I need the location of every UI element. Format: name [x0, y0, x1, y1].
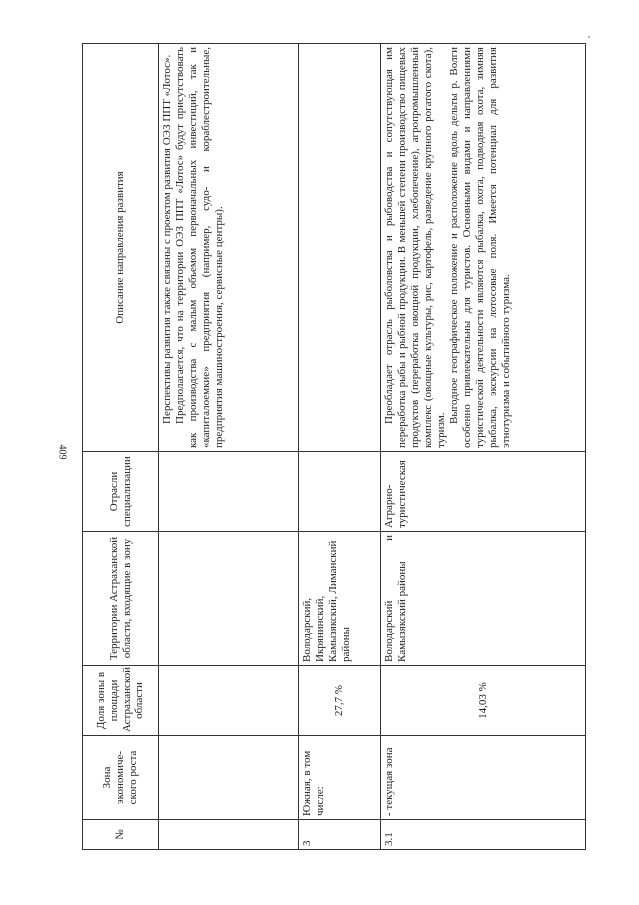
- cell-empty: [159, 532, 299, 666]
- header-share: Доля зоны в площади Астраханской области: [83, 666, 159, 736]
- cell-num: 3.1: [381, 820, 586, 850]
- cell-share: 27,7 %: [299, 666, 381, 736]
- table-row-3: [299, 44, 381, 850]
- description-paragraph: Перспективы развития также связаны с проектом развития ОЭЗ ППТ «Лотос».: [161, 54, 173, 424]
- zones-table: [82, 44, 586, 850]
- scan-speck: [588, 36, 590, 38]
- table-row-3-1: [381, 44, 586, 850]
- cell-empty: [159, 452, 299, 532]
- cell-description-cont: [159, 44, 299, 452]
- cell-zone: Южная, в том числе:: [299, 736, 381, 820]
- description-paragraph: Преобладает отрасль рыболовства и рыбоводства и сопутствующая им переработка рыбы и рыбной продукции. В меньшей степени производство пищевых продуктов (переработка овощной продукции, хлебопечение), агропромышленный комплекс (овощные культуры, рис, картофель, разведение крупного рогатого скота), туризм.: [383, 47, 447, 448]
- header-num: №: [83, 820, 159, 850]
- cell-empty: [159, 820, 299, 850]
- description-paragraph: Предполагается, что на территории ОЭЗ ППТ «Лотос» будут присутствовать как производства с малым объемом первоначальных инвестиций, так и «капиталоемкие» предприятия (например, судо- и кораблестроительные, предприятия машиностроения, сервисные центры).: [173, 47, 225, 448]
- cell-empty: [159, 666, 299, 736]
- cell-num: 3: [299, 820, 381, 850]
- header-territories: Территории Астраханской области, входящие в зону: [83, 532, 159, 666]
- cell-territories: Володарский, Икрянинский, Камызякский, Лиманский районы: [299, 532, 381, 666]
- rotated-page-area: [82, 44, 586, 850]
- header-row: [83, 44, 159, 850]
- cell-territories: Володарский и Камызякский районы: [381, 532, 586, 666]
- table-row-continuation: [159, 44, 299, 850]
- cell-empty: [159, 736, 299, 820]
- header-description: Описание направления развития: [83, 44, 159, 452]
- page-number: 409: [56, 444, 68, 460]
- cell-share: 14,03 %: [381, 666, 586, 736]
- cell-description: [381, 44, 586, 452]
- cell-industries: Аграрно-туристическая: [381, 452, 586, 532]
- description-paragraph: Выгодное географическое положение и расположение вдоль дельты р. Волги особенно привлекательны для туристов. Основными видами и направлениями туристической деятельности являются рыбалка, охота, подводная охота, зимняя рыбалка, экскурсии на лотосовые поля. Имеется потенциал для развития этнотуризма и событийного туризма.: [447, 47, 512, 448]
- header-industries: Отрасли специализации: [83, 452, 159, 532]
- header-zone: Зона экономиче-ского роста: [83, 736, 159, 820]
- cell-industries: [299, 452, 381, 532]
- cell-zone: - текущая зона: [381, 736, 586, 820]
- cell-description: [299, 44, 381, 452]
